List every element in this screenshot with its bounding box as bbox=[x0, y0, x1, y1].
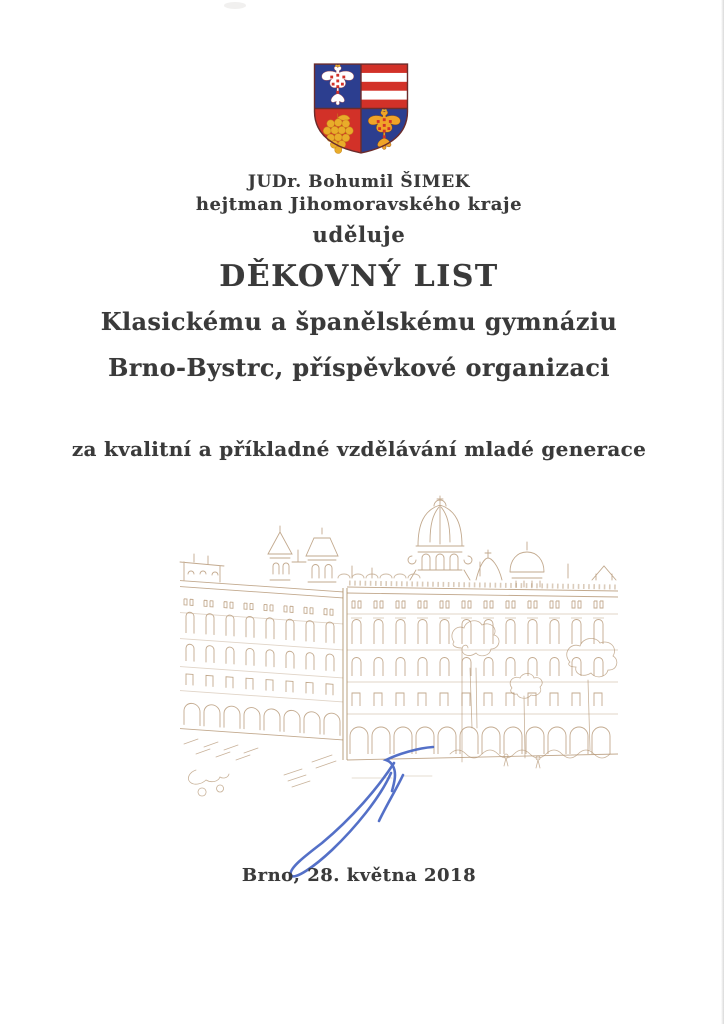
issuer-name: JUDr. Bohumil ŠIMEK bbox=[247, 172, 471, 192]
coat-of-arms-icon bbox=[310, 61, 412, 156]
grant-verb: uděluje bbox=[312, 222, 406, 247]
scan-smudge bbox=[224, 2, 246, 9]
stripes-quarter bbox=[361, 64, 407, 108]
reason-text: za kvalitní a příkladné vzdělávání mladé generace bbox=[71, 437, 647, 461]
recipient-line-1: Klasickému a španělskému gymnáziu bbox=[100, 307, 618, 336]
place-date: Brno, 28. května 2018 bbox=[241, 865, 477, 886]
recipient-line-2: Brno-Bystrc, příspěvkové organizaci bbox=[108, 353, 610, 382]
issuer-title: hejtman Jihomoravského kraje bbox=[195, 194, 523, 215]
certificate-title: DĚKOVNÝ LIST bbox=[219, 259, 499, 294]
shield bbox=[315, 64, 408, 154]
